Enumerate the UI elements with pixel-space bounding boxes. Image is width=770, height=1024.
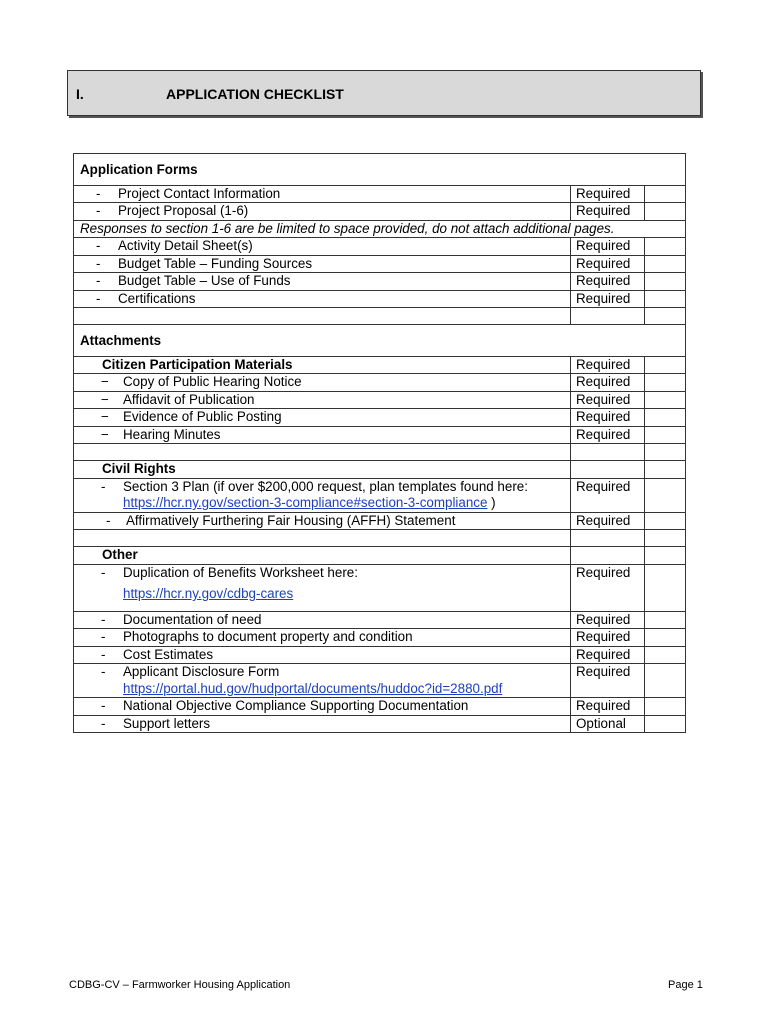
- item-label: Cost Estimates: [123, 646, 214, 662]
- item-label: Photographs to document property and condition: [123, 629, 413, 644]
- bullet-dash: -: [101, 564, 106, 580]
- item-label: National Objective Compliance Supporting Documentation: [123, 698, 469, 713]
- item-label: Documentation of need: [123, 611, 262, 627]
- bullet-dash: -: [101, 646, 106, 662]
- checklist-row: [74, 664, 686, 698]
- status-cell: Required: [571, 564, 645, 611]
- section-3-compliance-link[interactable]: https://hcr.ny.gov/section-3-compliance#section-3-compliance: [123, 495, 488, 510]
- item-label: Hearing Minutes: [123, 426, 221, 442]
- status-cell: Required: [571, 478, 645, 512]
- checklist-row: [74, 238, 686, 256]
- bullet-dash: -: [101, 698, 106, 713]
- status-cell: Required: [571, 512, 645, 530]
- footer-page-number: Page 1: [668, 979, 703, 991]
- checklist-row: [74, 426, 686, 444]
- checkbox-cell[interactable]: [645, 356, 686, 374]
- checklist-row: [74, 478, 686, 512]
- checkbox-cell[interactable]: [645, 512, 686, 530]
- spacer-row: [74, 530, 686, 547]
- spacer-row: [74, 444, 686, 461]
- status-cell: Optional: [571, 715, 645, 733]
- bullet-dash: −: [101, 409, 109, 424]
- bullet-dash: −: [101, 391, 109, 407]
- status-cell: Required: [571, 273, 645, 291]
- checklist-row: [74, 356, 686, 374]
- bullet-dash: -: [96, 255, 101, 271]
- citizen-participation-heading: Citizen Participation Materials: [74, 356, 571, 374]
- item-label: Section 3 Plan (if over $200,000 request, plan templates found here:: [123, 478, 528, 494]
- checkbox-cell[interactable]: [645, 646, 686, 664]
- item-label: Project Contact Information: [118, 185, 281, 201]
- checklist-row: [74, 698, 686, 716]
- status-cell: Required: [571, 664, 645, 698]
- checkbox-cell[interactable]: [645, 238, 686, 256]
- checklist-row: [74, 611, 686, 629]
- checkbox-cell[interactable]: [645, 611, 686, 629]
- item-label: Copy of Public Hearing Notice: [123, 374, 302, 389]
- status-cell: Required: [571, 426, 645, 444]
- item-label: Affirmatively Furthering Fair Housing (AFFH) Statement: [126, 512, 456, 528]
- status-cell: Required: [571, 203, 645, 221]
- item-label: Budget Table – Use of Funds: [118, 273, 291, 288]
- item-label: Applicant Disclosure Form: [123, 664, 280, 679]
- checkbox-cell[interactable]: [645, 478, 686, 512]
- spacer-row: [74, 308, 686, 325]
- status-cell: Required: [571, 391, 645, 409]
- item-label: Duplication of Benefits Worksheet here:: [123, 564, 358, 580]
- section-row-application-forms: [74, 154, 686, 186]
- checklist-row: [74, 564, 686, 611]
- status-cell: Required: [571, 611, 645, 629]
- checklist-row: [74, 461, 686, 479]
- status-cell: Required: [571, 290, 645, 308]
- footer-document-title: CDBG-CV – Farmworker Housing Application: [69, 979, 291, 991]
- status-cell: Required: [571, 629, 645, 647]
- other-heading: Other: [74, 547, 571, 565]
- item-label: Evidence of Public Posting: [123, 409, 282, 424]
- bullet-dash: -: [96, 290, 101, 306]
- checklist-row: [74, 409, 686, 427]
- status-cell: Required: [571, 238, 645, 256]
- checkbox-cell[interactable]: [645, 255, 686, 273]
- bullet-dash: -: [101, 478, 106, 494]
- bullet-dash: -: [96, 273, 101, 288]
- checklist-row: [74, 255, 686, 273]
- checkbox-cell[interactable]: [645, 374, 686, 392]
- closing-paren: ): [487, 495, 496, 510]
- checkbox-cell[interactable]: [645, 426, 686, 444]
- status-cell: Required: [571, 356, 645, 374]
- status-cell: Required: [571, 255, 645, 273]
- item-label: Certifications: [118, 290, 196, 306]
- status-cell: Required: [571, 374, 645, 392]
- status-cell: Required: [571, 185, 645, 203]
- checklist-row: [74, 715, 686, 733]
- civil-rights-heading: Civil Rights: [74, 461, 571, 479]
- section-row-attachments: [74, 325, 686, 357]
- checkbox-cell[interactable]: [645, 185, 686, 203]
- checklist-row: [74, 203, 686, 221]
- bullet-dash: -: [101, 611, 106, 627]
- checklist-row: [74, 290, 686, 308]
- checkbox-cell[interactable]: [645, 203, 686, 221]
- checkbox-cell[interactable]: [645, 564, 686, 611]
- checkbox-cell[interactable]: [645, 664, 686, 698]
- bullet-dash: −: [101, 374, 109, 389]
- cdbg-cares-link[interactable]: https://hcr.ny.gov/cdbg-cares: [123, 586, 294, 601]
- bullet-dash: -: [106, 512, 111, 528]
- application-checklist-table: [73, 153, 686, 733]
- section-header: [67, 70, 701, 116]
- section-title: APPLICATION CHECKLIST: [166, 86, 344, 102]
- item-label: Activity Detail Sheet(s): [118, 238, 253, 253]
- bullet-dash: -: [101, 629, 106, 644]
- checkbox-cell[interactable]: [645, 409, 686, 427]
- bullet-dash: -: [101, 715, 106, 731]
- checklist-row: [74, 374, 686, 392]
- item-label: Support letters: [123, 715, 211, 731]
- attachments-heading: Attachments: [74, 325, 686, 357]
- note-row: [74, 220, 686, 238]
- bullet-dash: -: [96, 203, 101, 218]
- checkbox-cell[interactable]: [645, 290, 686, 308]
- bullet-dash: -: [96, 238, 101, 253]
- checklist-row: [74, 629, 686, 647]
- checkbox-cell[interactable]: [645, 391, 686, 409]
- item-label: Affidavit of Publication: [123, 391, 255, 407]
- checkbox-cell[interactable]: [645, 273, 686, 291]
- checklist-row: [74, 512, 686, 530]
- instructions-note: Responses to section 1-6 are be limited to space provided, do not attach additional pages.: [74, 220, 686, 238]
- item-label: Project Proposal (1-6): [118, 203, 249, 218]
- section-number: I.: [76, 86, 84, 102]
- application-forms-heading: Application Forms: [74, 154, 686, 186]
- status-cell: Required: [571, 409, 645, 427]
- checkbox-cell[interactable]: [645, 698, 686, 716]
- checklist-row: [74, 646, 686, 664]
- checklist-row: [74, 185, 686, 203]
- status-cell: Required: [571, 698, 645, 716]
- checklist-row: [74, 391, 686, 409]
- checkbox-cell[interactable]: [645, 715, 686, 733]
- hud-disclosure-form-link[interactable]: https://portal.hud.gov/hudportal/documents/huddoc?id=2880.pdf: [123, 680, 503, 696]
- bullet-dash: -: [101, 664, 106, 679]
- bullet-dash: −: [101, 426, 109, 442]
- checkbox-cell[interactable]: [645, 629, 686, 647]
- item-label: Budget Table – Funding Sources: [118, 255, 313, 271]
- status-cell: Required: [571, 646, 645, 664]
- bullet-dash: -: [96, 185, 101, 201]
- checklist-row: [74, 273, 686, 291]
- checklist-row: [74, 547, 686, 565]
